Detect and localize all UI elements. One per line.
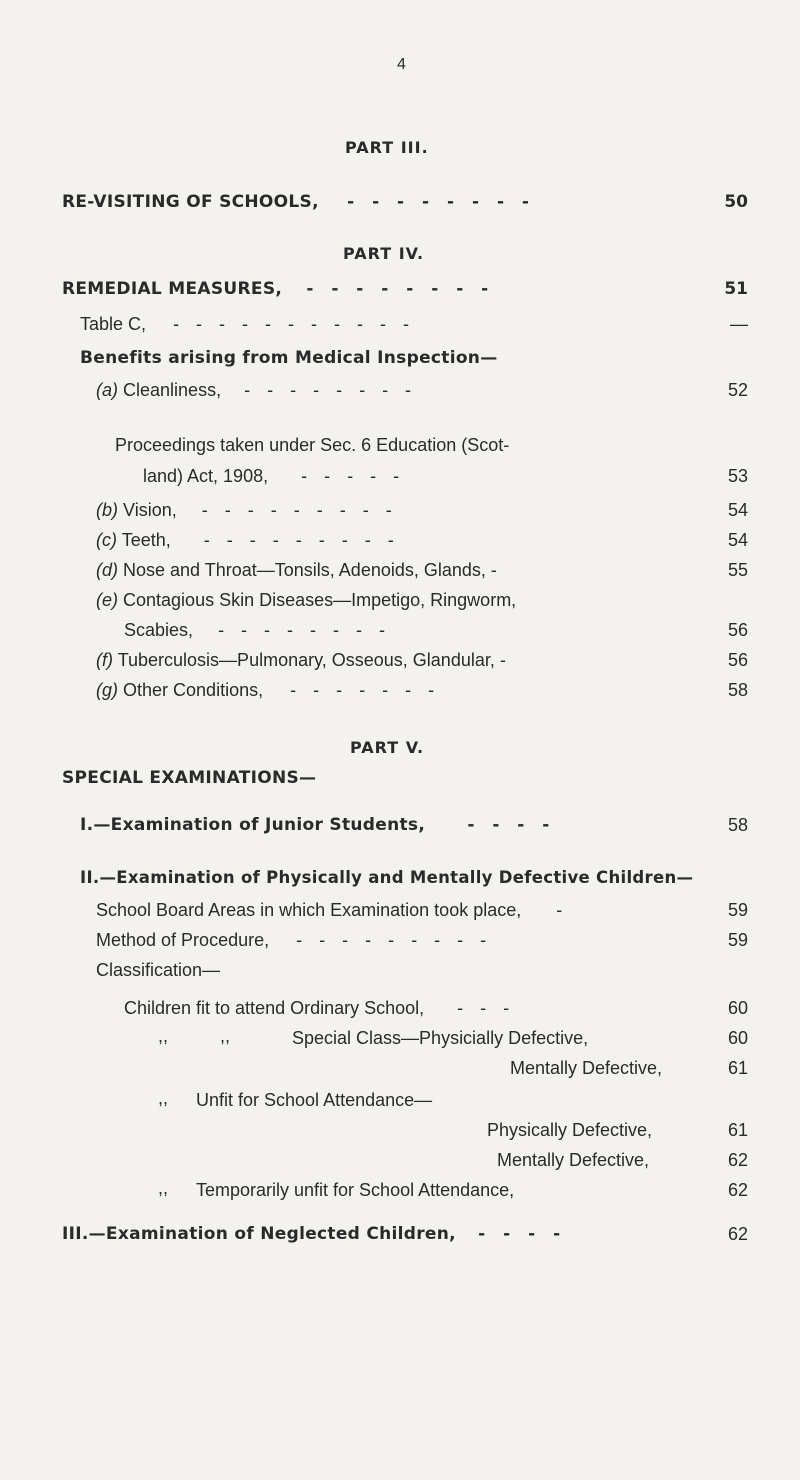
page-ref-tuberculosis: 56: [727, 650, 748, 670]
toc-entry-cleanliness: [96, 380, 417, 401]
toc-entry-skin-line-1: [96, 590, 516, 611]
part-3-heading: PART III.: [345, 138, 429, 157]
entry-title: REMEDIAL MEASURES,: [62, 279, 283, 299]
ditto-mark: ,,: [158, 1026, 169, 1046]
page-ref-board-areas: 59: [727, 900, 748, 920]
toc-entry-board-areas: [96, 900, 562, 921]
dot-leader: - - - - - - - -: [218, 620, 392, 640]
entry-title: I.—Examination of Junior Students,: [80, 815, 426, 835]
toc-entry-revisiting: [62, 192, 535, 212]
entry-title: Other Conditions,: [123, 680, 264, 700]
page-ref-junior: 58: [727, 815, 748, 835]
toc-entry-junior: [80, 815, 555, 835]
toc-entry-other: [96, 680, 440, 701]
toc-entry-table-c: [80, 314, 415, 335]
page-ref-table-c: —: [730, 314, 748, 334]
entry-title: III.—Examination of Neglected Children,: [62, 1224, 456, 1244]
entry-marker: (d): [96, 560, 118, 580]
page-ref-cleanliness: 52: [727, 380, 748, 400]
toc-entry-teeth: [96, 530, 400, 551]
toc-entry-nose-throat: [96, 560, 497, 581]
dot-leader: - - - - - - -: [290, 680, 441, 700]
part-4-heading: PART IV.: [343, 244, 425, 263]
toc-entry-tuberculosis: [96, 650, 506, 671]
entry-title: Method of Procedure,: [96, 930, 270, 950]
ditto-mark: ,,: [158, 1178, 169, 1198]
proceedings-line-2: [143, 466, 405, 487]
entry-title: RE-VISITING OF SCHOOLS,: [62, 192, 319, 212]
toc-entry-neglected: [62, 1224, 566, 1244]
toc-entry-special-mental: Mentally Defective,: [510, 1058, 663, 1078]
entry-marker: (g): [96, 680, 118, 700]
dot-leader: - - - -: [467, 815, 556, 835]
entry-title: Table C,: [80, 314, 147, 334]
proceedings-line-1: Proceedings taken under Sec. 6 Education (Scot-: [115, 435, 510, 455]
page-ref-unfit-mental: 62: [727, 1150, 748, 1170]
entry-title: Teeth,: [121, 530, 171, 550]
dot-leader: - - - -: [478, 1224, 567, 1244]
toc-entry-method: [96, 930, 492, 951]
benefits-heading: Benefits arising from Medical Inspection—: [80, 348, 498, 368]
page-ref-temporarily: 62: [727, 1180, 748, 1200]
page-ref-special-mental: 61: [727, 1058, 748, 1078]
toc-entry-temporarily: Temporarily unfit for School Attendance,: [196, 1180, 515, 1200]
dot-leader: - - - - - - - - -: [201, 500, 398, 520]
page-ref-fit-ordinary: 60: [727, 998, 748, 1018]
dot-leader: - - - - - - - - -: [203, 530, 400, 550]
defective-children-heading: II.—Examination of Physically and Mentally Defective Children—: [80, 868, 694, 887]
page-ref-special-physical: 60: [727, 1028, 748, 1048]
part-5-heading: PART V.: [350, 738, 425, 757]
page-ref-revisiting: 50: [724, 192, 748, 212]
ditto-mark: ,,: [220, 1026, 231, 1046]
page-ref-unfit-physical: 61: [727, 1120, 748, 1140]
dot-leader: - - - - - - - - - - -: [173, 314, 416, 334]
ditto-mark: ,,: [158, 1088, 169, 1108]
dot-leader: -: [556, 900, 563, 920]
toc-entry-unfit-mental: Mentally Defective,: [497, 1150, 650, 1170]
page-ref-vision: 54: [727, 500, 748, 520]
special-examinations-heading: SPECIAL EXAMINATIONS—: [62, 768, 317, 788]
page-ref-nose-throat: 55: [727, 560, 748, 580]
dot-leader: - - - - - - - -: [306, 279, 495, 299]
entry-title: Cleanliness,: [123, 380, 222, 400]
toc-entry-unfit-physical: Physically Defective,: [487, 1120, 653, 1140]
page-ref-proceedings: 53: [727, 466, 748, 486]
entry-title: Contagious Skin Diseases—Impetigo, Ringworm,: [123, 590, 517, 610]
toc-entry-vision: [96, 500, 398, 521]
toc-entry-skin-line-2: [124, 620, 391, 641]
entry-marker: (a): [96, 380, 118, 400]
unfit-heading: Unfit for School Attendance—: [196, 1090, 433, 1110]
dot-leader: - - -: [457, 998, 516, 1018]
dot-leader: - - - - - - - -: [244, 380, 418, 400]
page-ref-neglected: 62: [727, 1224, 748, 1244]
entry-title: Tuberculosis—Pulmonary, Osseous, Glandular, -: [117, 650, 506, 670]
page-number: 4: [397, 56, 406, 73]
entry-marker: (c): [96, 530, 117, 550]
toc-entry-remedial: [62, 279, 494, 299]
entry-marker: (f): [96, 650, 113, 670]
dot-leader: - - - - - - - -: [347, 192, 535, 212]
page-ref-other: 58: [727, 680, 748, 700]
entry-marker: (e): [96, 590, 118, 610]
page-ref-teeth: 54: [727, 530, 748, 550]
page-ref-remedial: 51: [724, 279, 748, 299]
dot-leader: - - - - - - - - -: [296, 930, 493, 950]
entry-title: Vision,: [123, 500, 177, 520]
entry-marker: (b): [96, 500, 118, 520]
toc-entry-fit-ordinary: [124, 998, 515, 1019]
toc-entry-special-physical: Special Class—Physicially Defective,: [292, 1028, 589, 1048]
entry-title: Scabies,: [124, 620, 194, 640]
dot-leader: - - - - -: [301, 466, 406, 486]
entry-title: land) Act, 1908,: [143, 466, 269, 486]
page-ref-method: 59: [727, 930, 748, 950]
page-ref-skin: 56: [727, 620, 748, 640]
entry-title: Nose and Throat—Tonsils, Adenoids, Glands, -: [123, 560, 497, 580]
classification-heading: Classification—: [96, 960, 221, 980]
entry-title: Children fit to attend Ordinary School,: [124, 998, 425, 1018]
entry-title: School Board Areas in which Examination took place,: [96, 900, 522, 920]
